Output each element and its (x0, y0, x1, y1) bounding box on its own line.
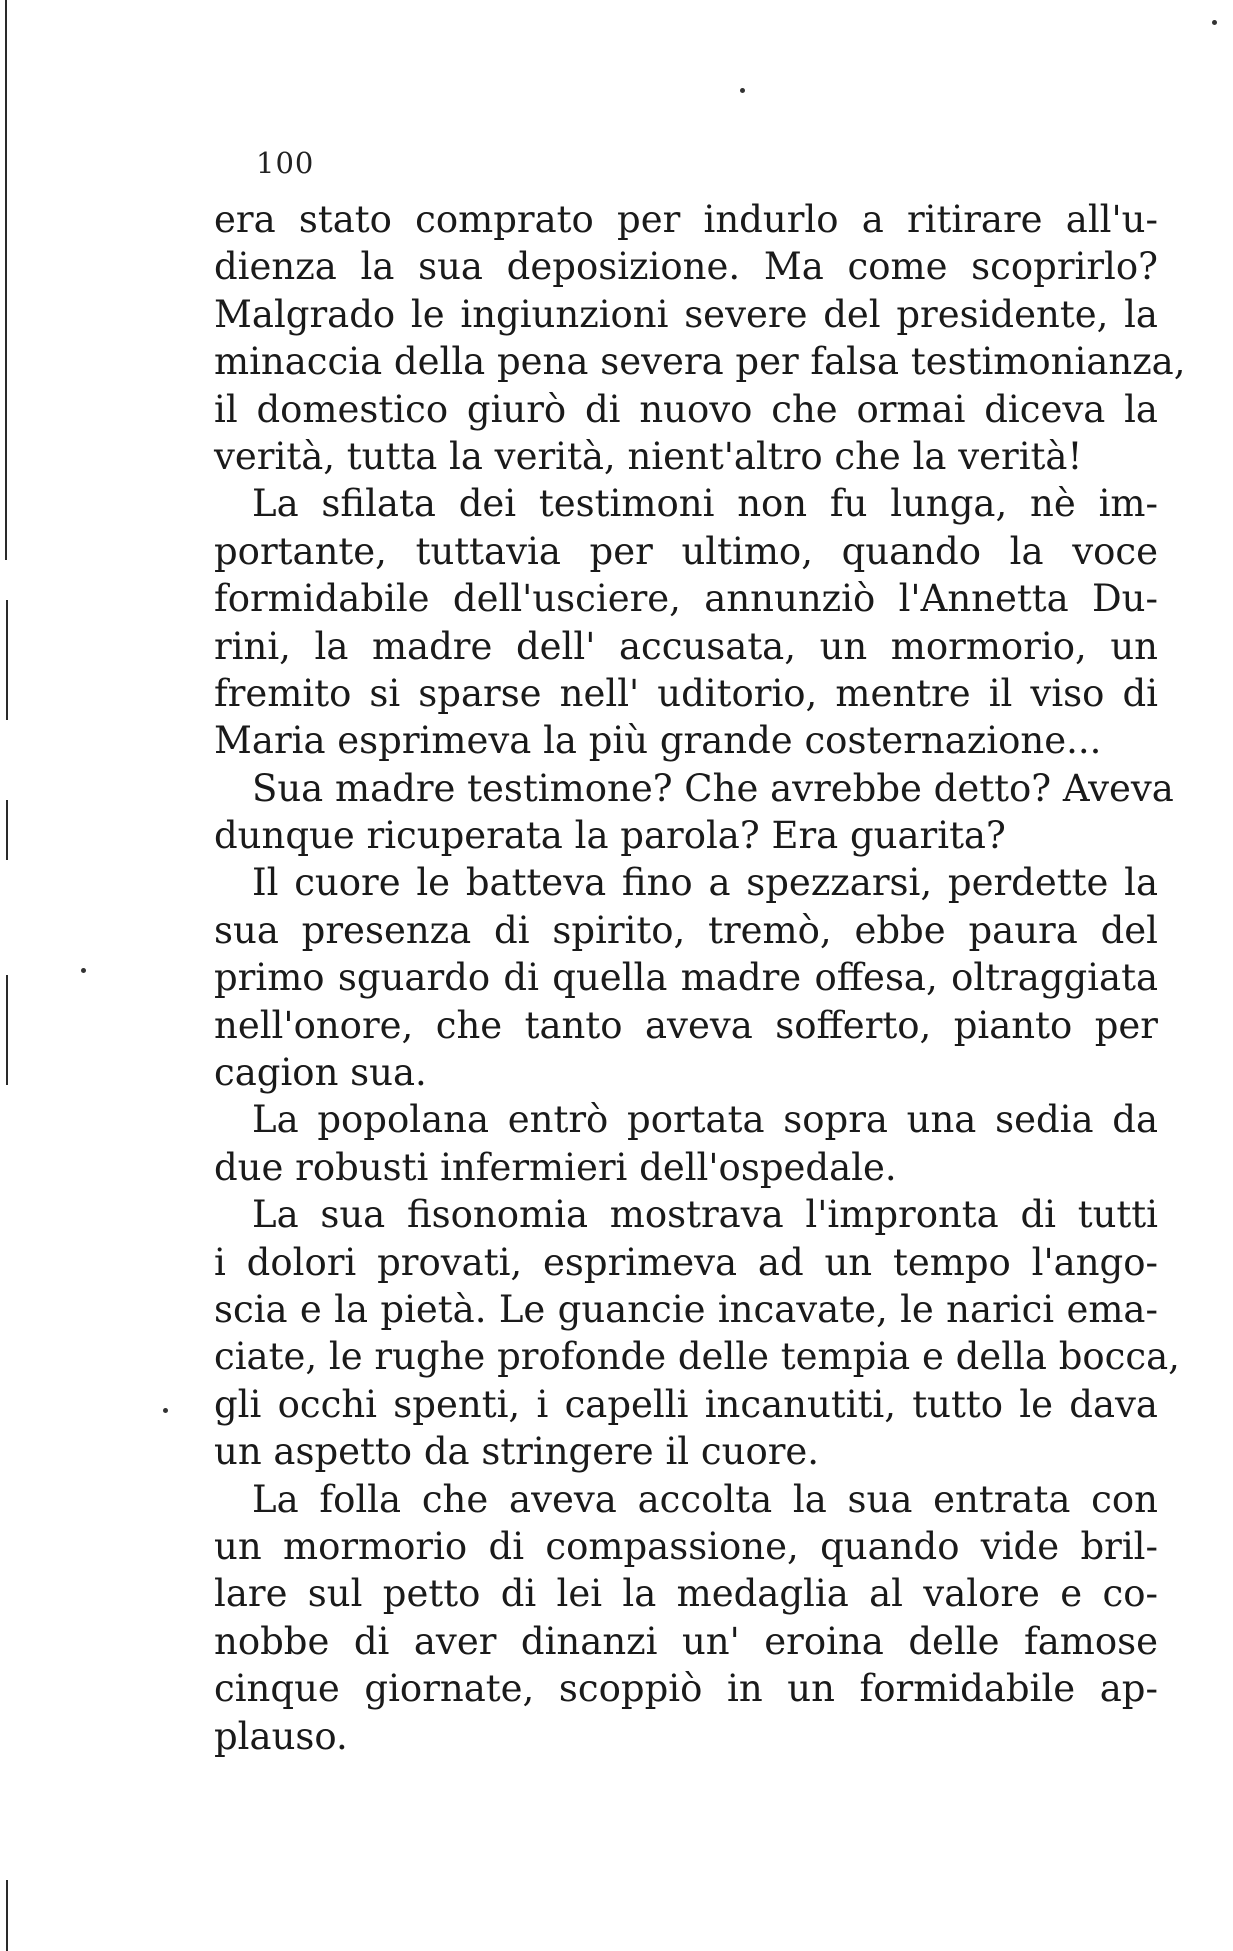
text-line: cagion sua. (214, 1051, 427, 1095)
stray-mark (740, 88, 745, 93)
text-line: i dolori provati, esprimeva ad un tempo l'ango- (214, 1240, 1158, 1284)
text-line: sua presenza di spirito, tremò, ebbe paura del (214, 908, 1158, 952)
text-line: nobbe di aver dinanzi un' eroina delle famose (214, 1619, 1158, 1663)
text-line: minaccia della pena severa per falsa testimonianza, (214, 340, 1186, 384)
text-line: il domestico giurò di nuovo che ormai diceva la (214, 387, 1158, 431)
text-line: gli occhi spenti, i capelli incanutiti, tutto le dava (214, 1382, 1158, 1426)
text-line: ciate, le rughe profonde delle tempia e della bocca, (214, 1335, 1180, 1379)
stray-mark (81, 968, 86, 973)
text-line: era stato comprato per indurlo a ritirare all'u- (214, 198, 1158, 241)
text-line: verità, tutta la verità, nient'altro che la verità! (214, 434, 1083, 478)
edge-line (6, 800, 8, 860)
page-number: 100 (256, 146, 315, 180)
edge-line (6, 600, 8, 720)
scan-edge (0, 0, 14, 1951)
text-line: Sua madre testimone? Che avrebbe detto? Aveva (252, 766, 1174, 810)
edge-line (6, 1880, 8, 1951)
text-line: lare sul petto di lei la medaglia al valore e co- (214, 1572, 1158, 1616)
text-line: nell'onore, che tanto aveva sofferto, pianto per (214, 1003, 1158, 1047)
text-line: scia e la pietà. Le guancie incavate, le narici ema- (214, 1287, 1158, 1331)
text-line: un aspetto da stringere il cuore. (214, 1430, 820, 1474)
stray-mark (163, 1408, 168, 1413)
text-line: primo sguardo di quella madre offesa, oltraggiata (214, 956, 1158, 1000)
text-line: due robusti infermieri dell'ospedale. (214, 1145, 897, 1189)
text-line: La sua fisonomia mostrava l'impronta di tutti (252, 1193, 1158, 1237)
stray-mark (1212, 20, 1217, 25)
text-line: plauso. (214, 1714, 348, 1758)
edge-line (5, 0, 7, 560)
edge-line (6, 975, 8, 1085)
text-line: dienza la sua deposizione. Ma come scoprirlo? (214, 245, 1158, 289)
text-line: un mormorio di compassione, quando vide bril- (214, 1524, 1158, 1568)
text-line: La sfilata dei testimoni non fu lunga, nè im- (252, 482, 1158, 526)
text-line: fremito si sparse nell' uditorio, mentre il viso di (214, 671, 1158, 715)
body-text (214, 196, 1186, 1760)
text-line: dunque ricuperata la parola? Era guarita? (214, 814, 1006, 858)
text-line: Maria esprimeva la più grande costernazione... (214, 719, 1102, 763)
text-line: La folla che aveva accolta la sua entrata con (252, 1477, 1158, 1521)
text-line: La popolana entrò portata sopra una sedia da (252, 1098, 1158, 1142)
text-line: formidabile dell'usciere, annunziò l'Annetta Du- (214, 577, 1158, 621)
text-line: rini, la madre dell' accusata, un mormorio, un (214, 624, 1158, 668)
text-line: portante, tuttavia per ultimo, quando la voce (214, 529, 1158, 573)
text-line: cinque giornate, scoppiò in un formidabile ap- (214, 1667, 1158, 1711)
text-line: Malgrado le ingiunzioni severe del presidente, la (214, 292, 1158, 336)
text-line: Il cuore le batteva fino a spezzarsi, perdette la (252, 861, 1158, 905)
